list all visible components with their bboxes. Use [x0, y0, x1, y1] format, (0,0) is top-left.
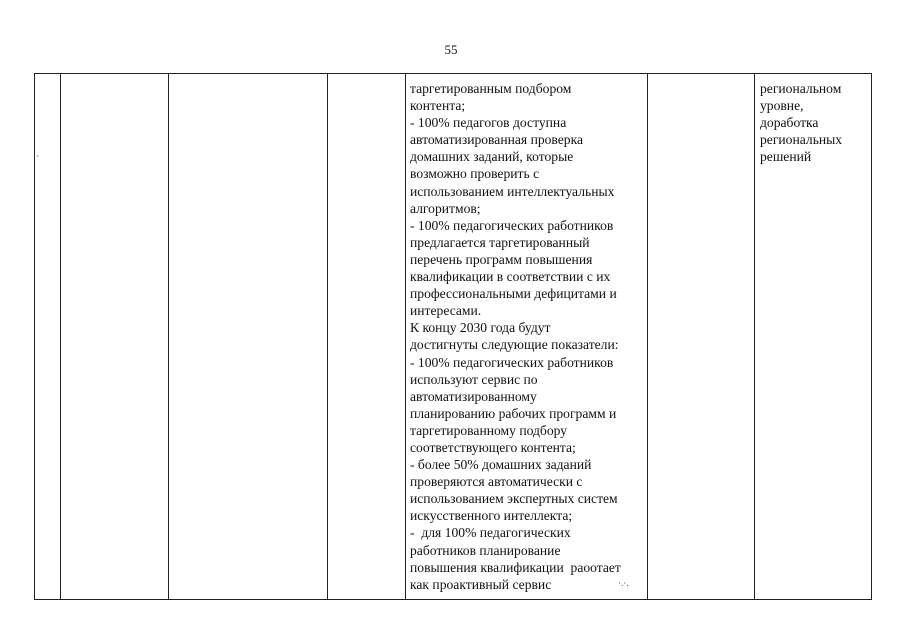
text-line: планированию рабочих программ и — [410, 405, 617, 421]
text-line: К концу 2030 года будут — [410, 320, 551, 336]
text-line: возможно проверить с — [410, 166, 540, 182]
text-line: достигнуты следующие показатели: — [410, 337, 619, 353]
table-cell-level — [760, 80, 870, 165]
text-line: перечень программ повышения — [410, 251, 593, 267]
text-line: решений — [760, 149, 812, 165]
text-line: региональных — [760, 132, 843, 148]
column-divider — [405, 74, 406, 599]
text-line: автоматизированному — [410, 388, 537, 404]
column-divider — [754, 74, 755, 599]
text-line: автоматизированная проверка — [410, 132, 584, 148]
text-line: искусственного интеллекта; — [410, 508, 573, 524]
text-line: используют сервис по — [410, 371, 538, 387]
table-cell-measures — [410, 80, 646, 593]
column-divider — [647, 74, 648, 599]
text-line: соответствующего контента; — [410, 439, 576, 455]
text-line: домашних заданий, которые — [410, 149, 574, 165]
text-line: - 100% педагогических работников — [410, 217, 614, 233]
document-table — [34, 73, 872, 600]
scan-mark: ˊ — [36, 154, 39, 164]
text-line: профессиональными дефицитами и — [410, 286, 617, 302]
text-line: - для 100% педагогических — [410, 525, 571, 541]
text-line: алгоритмов; — [410, 200, 481, 216]
text-line: использованием экспертных систем — [410, 491, 618, 507]
text-line: доработка — [760, 115, 819, 131]
text-line: интересами. — [410, 303, 482, 319]
column-divider — [168, 74, 169, 599]
text-line: таргетированному подбору — [410, 422, 568, 438]
text-line: повышения квалификации раоотает — [410, 559, 621, 575]
column-divider — [327, 74, 328, 599]
text-line: региональном — [760, 81, 842, 96]
text-line: работников планирование — [410, 542, 561, 558]
text-line: предлагается таргетированный — [410, 234, 590, 250]
text-line: таргетированным подбором — [410, 81, 572, 96]
text-line: проверяются автоматически с — [410, 474, 583, 490]
scan-mark: ·.·. — [618, 578, 629, 588]
text-line: уровне, — [760, 98, 804, 114]
text-line: - 100% педагогов доступна — [410, 115, 567, 131]
column-divider — [60, 74, 61, 599]
text-line: использованием интеллектуальных — [410, 183, 615, 199]
text-line: как проактивный сервис — [410, 576, 552, 592]
text-line: квалификации в соответствии с их — [410, 269, 611, 285]
text-line: - более 50% домашних заданий — [410, 457, 592, 473]
text-line: контента; — [410, 98, 466, 114]
page-number: 55 — [444, 42, 458, 57]
text-line: - 100% педагогических работников — [410, 354, 614, 370]
